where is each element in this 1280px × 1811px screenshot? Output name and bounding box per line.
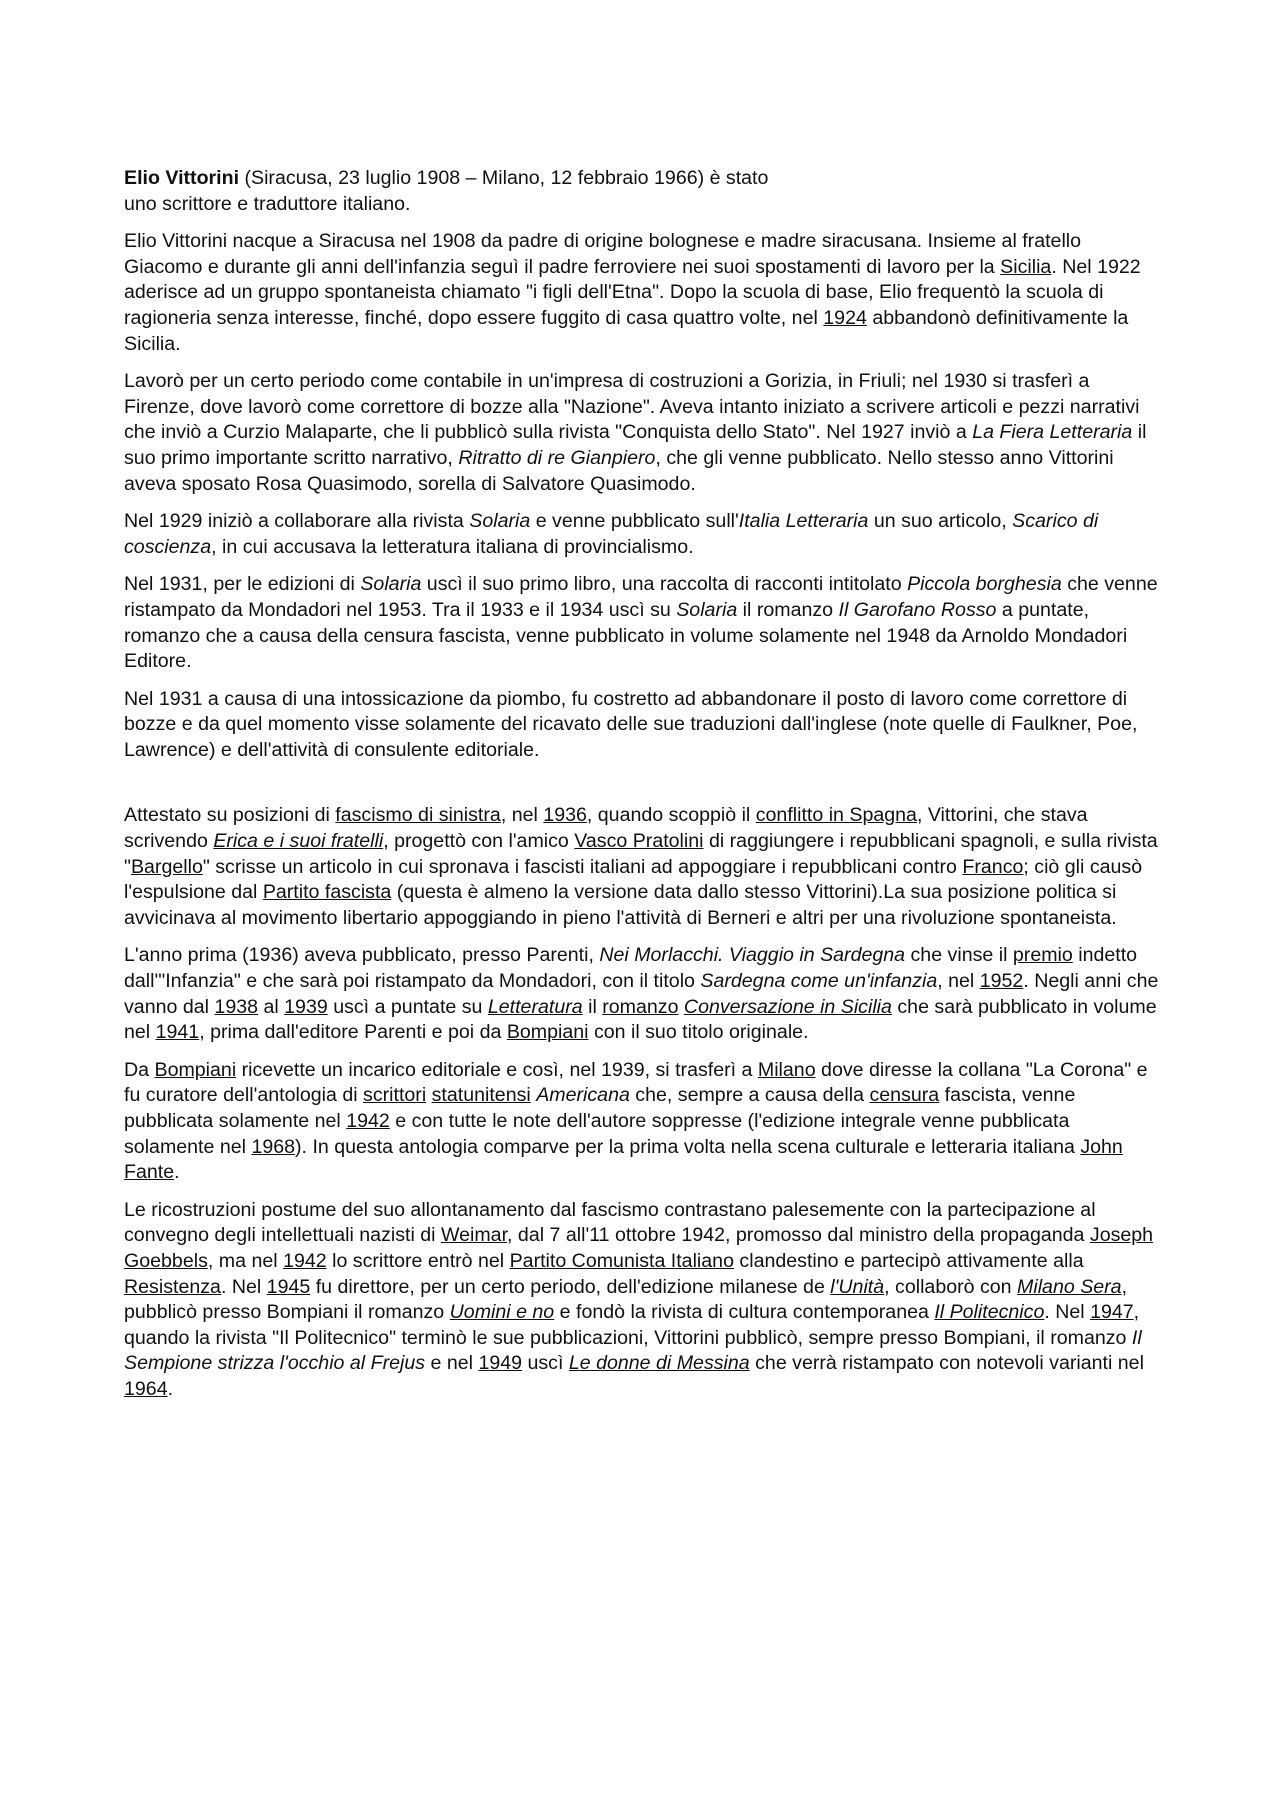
text-run: fascista, venne pubblicata solamente nel: [124, 1084, 1076, 1132]
text-run: e nel: [425, 1352, 479, 1375]
text-run: " scrisse un articolo in cui spronava i fascisti italiani ad appoggiare i repubblicani contro: [202, 855, 963, 878]
text-run: .: [174, 1161, 180, 1184]
text-run: . Nel: [1044, 1301, 1091, 1324]
italic-text: Solaria: [676, 598, 738, 621]
text-run: , nel: [937, 970, 980, 993]
text-run: che, sempre a causa della: [629, 1084, 870, 1107]
inline-link[interactable]: fascismo di sinistra: [335, 804, 501, 827]
text-run: che vinse il: [905, 944, 1013, 967]
text-run: , quando scoppiò il: [586, 804, 756, 827]
text-run: dove diresse la collana "La Corona" e fu curatore dell'antologia di: [124, 1058, 1148, 1107]
text-run: Le ricostruzioni postume del suo allontanamento dal fascismo contrastano palesemente con la partecipazione al convegno degli intellettuali nazisti di: [124, 1198, 1096, 1247]
text-run: L'anno prima (1936) aveva pubblicato, presso Parenti,: [124, 944, 600, 967]
inline-link[interactable]: Weimar: [440, 1224, 508, 1247]
text-run: , che gli venne pubblicato. Nello stesso anno Vittorini aveva sposato Rosa Quasimodo, sorella di Salvatore Quasimodo.: [124, 446, 1114, 495]
paragraph-5: [124, 572, 1164, 674]
text-run: , in cui accusava la letteratura italiana di provincialismo.: [211, 535, 694, 558]
inline-link[interactable]: 1939: [284, 995, 328, 1018]
inline-link[interactable]: Il Politecnico: [934, 1301, 1045, 1324]
text-run: .: [167, 1377, 174, 1400]
italic-text: Piccola borghesia: [907, 573, 1062, 596]
text-run: , prima dall'editore Parenti e poi da: [199, 1021, 507, 1044]
text-run: Nel 1931, per le edizioni di: [124, 573, 361, 596]
text-run: . Negli anni che vanno dal: [124, 970, 1159, 1018]
text-run: uno scrittore e traduttore italiano.: [124, 192, 411, 215]
text-run: abbandonò definitivamente la Sicilia.: [124, 306, 1129, 355]
text-run: , Vittorini, che stava scrivendo: [124, 804, 1088, 853]
text-run: che verrà ristampato con notevoli varianti nel: [749, 1352, 1144, 1375]
inline-link[interactable]: censura: [869, 1084, 940, 1107]
inline-link[interactable]: 1964: [124, 1377, 168, 1400]
text-run: a puntate, romanzo che a causa della censura fascista, venne pubblicato in volume solamente nel 1948 da Arnoldo Mondadori Editore.: [124, 598, 1128, 673]
text-run: che venne ristampato da Mondadori nel 1953. Tra il 1933 e il 1934 uscì su: [124, 573, 1158, 621]
inline-link[interactable]: Vasco Pratolini: [574, 830, 704, 853]
paragraph-1: [124, 166, 1164, 217]
paragraph-7: [124, 803, 1164, 931]
inline-link[interactable]: l'Unità: [830, 1275, 885, 1298]
inline-link[interactable]: 1947: [1090, 1301, 1134, 1324]
inline-link[interactable]: 1936: [543, 804, 587, 827]
inline-link[interactable]: 1938: [214, 995, 259, 1018]
paragraph-3: [124, 369, 1164, 497]
inline-link[interactable]: 1968: [251, 1135, 296, 1158]
inline-link[interactable]: Conversazione in Sicilia: [683, 995, 892, 1018]
text-run: , ma nel: [207, 1249, 284, 1272]
text-run: un suo articolo,: [868, 510, 1013, 533]
inline-link[interactable]: Letteratura: [487, 995, 583, 1018]
text-run: clandestino e partecipò attivamente alla: [733, 1249, 1084, 1272]
inline-link[interactable]: 1941: [155, 1021, 200, 1044]
bold-text: Elio Vittorini: [124, 167, 240, 189]
text-run: . Nel 1922 aderisce ad un gruppo spontaneista chiamato "i figli dell'Etna". Dopo la scuola di base, Elio frequentò la scuola di ragioneria senza interesse, finché, dopo essere fuggito di casa quattro volte, nel: [124, 255, 1141, 329]
inline-link[interactable]: premio: [1012, 944, 1073, 967]
paragraph-10: [124, 1198, 1164, 1403]
text-run: ; ciò gli causò l'espulsione dal: [124, 855, 1143, 904]
inline-link[interactable]: 1924: [823, 306, 867, 329]
italic-text: Ritratto di re Gianpiero: [458, 446, 656, 469]
italic-text: Nei Morlacchi. Viaggio in Sardegna: [599, 944, 906, 967]
text-run: lo scrittore entrò nel: [326, 1249, 510, 1272]
italic-text: Solaria: [469, 510, 531, 533]
inline-link[interactable]: 1949: [478, 1352, 523, 1375]
inline-link[interactable]: Erica e i suoi fratelli: [213, 830, 384, 853]
document-body: [124, 166, 1164, 1415]
inline-link[interactable]: 1942: [283, 1249, 327, 1272]
inline-link[interactable]: 1942: [346, 1110, 390, 1132]
inline-link[interactable]: Milano: [757, 1058, 816, 1081]
inline-link[interactable]: 1952: [979, 970, 1024, 993]
italic-text: Scarico di coscienza: [124, 510, 1099, 558]
text-run: che sarà pubblicato in volume nel: [124, 995, 1157, 1044]
inline-link[interactable]: Resistenza: [124, 1275, 221, 1298]
inline-link[interactable]: Uomini e no: [449, 1301, 555, 1324]
italic-text: La Fiera Letteraria: [972, 421, 1133, 444]
paragraph-8: [124, 943, 1164, 1045]
text-run: (questa è almeno la versione data dallo stesso Vittorini).La sua posizione politica si avvicinava al movimento libertario appoggiando in pieno l'attività di Berneri e altri per una rivoluzione spontaneista.: [124, 881, 1117, 929]
text-run: , collaborò con: [884, 1275, 1018, 1298]
italic-text: Il Sempione strizza l'occhio al Frejus: [124, 1326, 1142, 1375]
text-run: il suo primo importante scritto narrativo,: [124, 421, 1147, 469]
text-run: ricevette un incarico editoriale e così, nel 1939, si trasferì a: [236, 1058, 758, 1081]
paragraph-2: [124, 229, 1164, 357]
text-run: il: [582, 995, 603, 1018]
text-run: , nel: [500, 804, 544, 827]
inline-link[interactable]: conflitto in Spagna: [755, 804, 917, 827]
text-run: , progettò con l'amico: [383, 830, 575, 853]
text-run: , quando la rivista "Il Politecnico" terminò le sue pubblicazioni, Vittorini pubblicò, sempre presso Bompiani, il romanzo: [124, 1301, 1140, 1349]
text-run: Nel 1929 iniziò a collaborare alla rivista: [124, 510, 470, 533]
paragraph-9: [124, 1058, 1164, 1186]
inline-link[interactable]: Sicilia: [1000, 255, 1052, 278]
inline-link[interactable]: Bompiani: [506, 1021, 589, 1044]
text-run: , pubblicò presso Bompiani il romanzo: [124, 1275, 1128, 1324]
italic-text: Il Garofano Rosso: [838, 598, 997, 621]
inline-link[interactable]: Le donne di Messina: [568, 1352, 750, 1375]
text-run: e fondò la rivista di cultura contemporanea: [554, 1301, 935, 1324]
text-run: uscì: [522, 1352, 569, 1375]
text-run: uscì a puntate su: [327, 995, 488, 1018]
paragraph-4: [124, 509, 1164, 560]
text-run: al: [258, 995, 285, 1018]
inline-link[interactable]: 1945: [266, 1275, 311, 1298]
italic-text: Americana: [536, 1084, 630, 1107]
text-run: il romanzo: [737, 598, 839, 621]
italic-text: Solaria: [360, 573, 422, 596]
text-run: , dal 7 all'11 ottobre 1942, promosso dal ministro della propaganda: [507, 1224, 1090, 1247]
text-run: indetto dall'"Infanzia" e che sarà poi ristampato da Mondadori, con il titolo: [124, 944, 1138, 993]
inline-link[interactable]: Franco: [962, 855, 1024, 878]
italic-text: Italia Letteraria: [738, 510, 869, 533]
inline-link[interactable]: Partito fascista: [262, 881, 392, 904]
text-run: Da: [124, 1058, 155, 1081]
italic-text: Sardegna come un'infanzia: [700, 970, 938, 993]
text-run: fu direttore, per un certo periodo, dell'edizione milanese de: [310, 1275, 831, 1298]
inline-link[interactable]: Milano Sera: [1017, 1275, 1122, 1298]
text-run: uscì il suo primo libro, una raccolta di racconti intitolato: [421, 573, 908, 596]
inline-link[interactable]: Bompiani: [154, 1058, 237, 1081]
text-run: (Siracusa, 23 luglio 1908 – Milano, 12 febbraio 1966) è stato: [239, 167, 769, 189]
text-run: di raggiungere i repubblicani spagnoli, e sulla rivista ": [124, 830, 1158, 878]
text-run: Lavorò per un certo periodo come contabile in un'impresa di costruzioni a Gorizia, in Friuli; nel 1930 si trasferì a Firenze, dove lavorò come correttore di bozze alla "Nazione". Aveva intanto iniziato a scrivere articoli e pezzi narrativi che inviò a Curzio Malaparte, che li pubblicò sulla rivista "Conquista dello Stato". Nel 1927 inviò a: [124, 370, 1140, 444]
inline-link[interactable]: statunitensi: [431, 1084, 531, 1107]
inline-link[interactable]: Joseph Goebbels: [124, 1224, 1154, 1272]
text-run: con il suo titolo originale.: [588, 1021, 809, 1044]
paragraph-6: [124, 687, 1164, 764]
inline-link[interactable]: scrittori: [363, 1084, 427, 1107]
text-run: e venne pubblicato sull': [530, 510, 739, 533]
inline-link[interactable]: Partito Comunista Italiano: [509, 1249, 734, 1272]
text-run: . Nel: [220, 1275, 267, 1298]
text-run: Nel 1931 a causa di una intossicazione da piombo, fu costretto ad abbandonare il posto di lavoro come correttore di bozze e da quel momento visse solamente del ricavato delle sue traduzioni dall'inglese (note quelle di Faulkner, Poe, Lawrence) e dell'attività di consulente editoriale.: [124, 687, 1138, 761]
inline-link[interactable]: romanzo: [602, 995, 679, 1018]
text-run: ). In questa antologia comparve per la prima volta nella scena culturale e letteraria italiana: [295, 1135, 1081, 1158]
inline-link[interactable]: Bargello: [130, 855, 203, 878]
text-run: Elio Vittorini nacque a Siracusa nel 1908 da padre di origine bolognese e madre siracusana. Insieme al fratello Giacomo e durante gli anni dell'infanzia seguì il padre ferroviere nei suoi spostamenti di lavoro per la: [124, 230, 1082, 278]
inline-link[interactable]: John Fante: [124, 1135, 1123, 1184]
text-run: e con tutte le note dell'autore soppresse (l'edizione integrale venne pubblicata solamente nel: [124, 1110, 1070, 1158]
text-run: Attestato su posizioni di: [124, 804, 336, 827]
